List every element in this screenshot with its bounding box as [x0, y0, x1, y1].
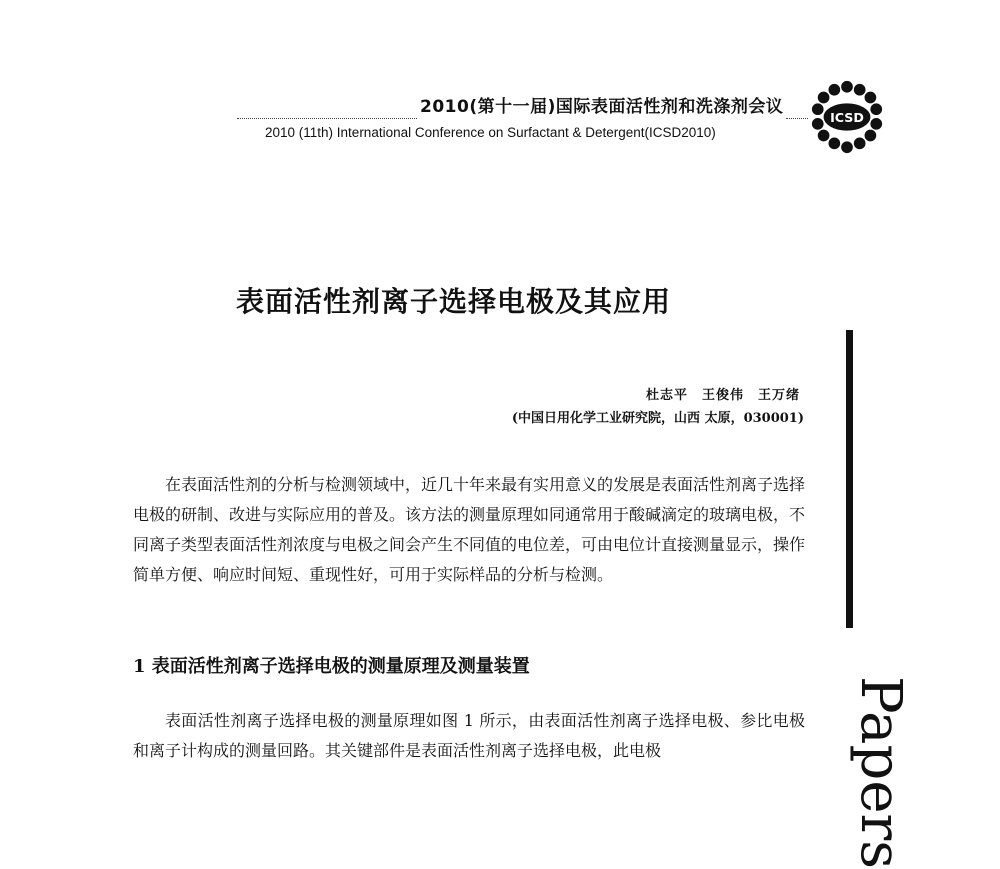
logo-text: ICSD — [830, 109, 864, 125]
intro-paragraph: 在表面活性剂的分析与检测领域中，近几十年来最有实用意义的发展是表面活性剂离子选择电极的研制、改进与实际应用的普及。该方法的测量原理如同通常用于酸碱滴定的玻璃电极，不同离子类型表面活性剂浓度与电极之间会产生不同值的电位差，可由电位计直接测量显示，操作简单方便、响应时间短、重现性好，可用于实际样品的分析与检测。 — [133, 475, 806, 584]
side-bar — [846, 330, 853, 628]
paper-title: 表面活性剂离子选择电极及其应用 — [236, 285, 672, 318]
header-rule-left — [237, 118, 417, 119]
conference-title-cn: 2010(第十一届)国际表面活性剂和洗涤剂会议 — [420, 97, 784, 117]
authors: 杜志平 王俊伟 王万绪 — [645, 388, 800, 403]
icsd-logo — [808, 78, 886, 156]
header-rule-right — [786, 118, 808, 119]
conference-title-en: 2010 (11th) International Conference on Surfactant & Detergent(ICSD2010) — [265, 125, 716, 140]
section-body: 表面活性剂离子选择电极的测量原理如图 1 所示，由表面活性剂离子选择电极、参比电极和离子计构成的测量回路。其关键部件是表面活性剂离子选择电极，此电极 — [133, 711, 805, 760]
section-heading: 1 表面活性剂离子选择电极的测量原理及测量装置 — [133, 656, 530, 677]
affiliation: (中国日用化学工业研究院，山西 太原，030001) — [511, 411, 804, 426]
side-label: Papers — [848, 676, 913, 869]
